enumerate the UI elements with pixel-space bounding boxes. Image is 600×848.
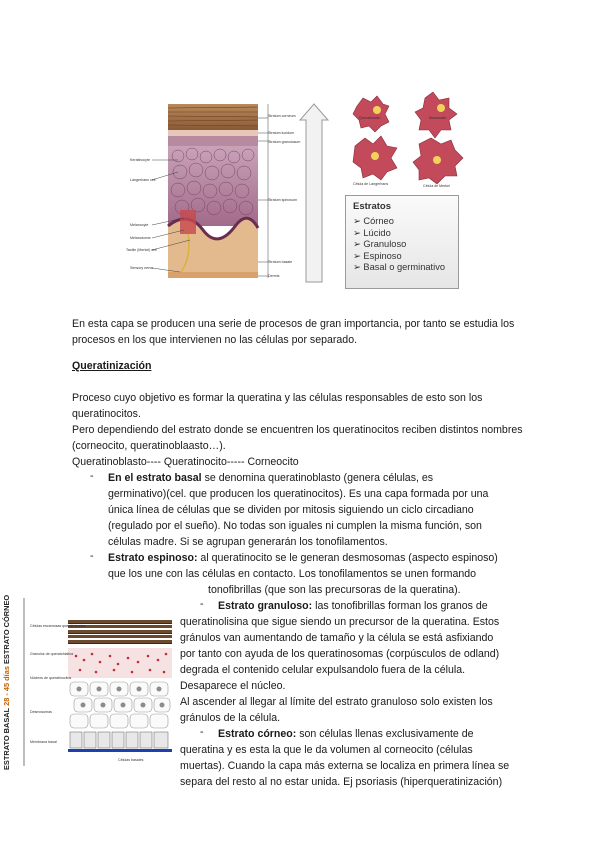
estratos-item: ➢ Espinoso bbox=[353, 250, 402, 261]
basement-membrane bbox=[68, 749, 172, 752]
label-langerhans-cell: Célula de Langerhans bbox=[353, 182, 389, 186]
bullet-dash: - bbox=[200, 726, 204, 738]
estratos-item: ➢ Granuloso bbox=[353, 239, 407, 250]
corneo-line-4: separa del resto al no estar unida. Ej psoriasis (hiperqueratinización) bbox=[180, 776, 503, 788]
estratos-box bbox=[345, 195, 459, 289]
espinoso-text: al queratinocito se le generan desmosomas (aspecto espinoso) bbox=[197, 552, 498, 564]
label-langerhans: Langerhans cell bbox=[130, 178, 156, 182]
label-escamosas: Células escamosas queratinizadas bbox=[30, 624, 86, 628]
side-caption-corneo: ESTRATO CÓRNEO bbox=[2, 594, 11, 664]
label-melanosome: Melanosome bbox=[130, 236, 151, 240]
corneo-line-1 bbox=[218, 726, 474, 742]
corneo-lead: Estrato córneo: bbox=[218, 728, 297, 740]
espinoso-line-2: que los une con las células en contacto. Los tonofilamentos se unen formando bbox=[108, 568, 477, 580]
label-queratohialina: Gránulos de queratohialina bbox=[30, 652, 74, 656]
estratos-item-label: Espinoso bbox=[363, 250, 402, 261]
cell-chain: Queratinoblasto---- Queratinocito----- Corneocito bbox=[72, 456, 299, 468]
granuloso-line-7: Al ascender al llegar al límite del estrato granuloso solo existen los bbox=[180, 696, 493, 708]
basal-line-5: células madre. Si se agrupan generarán los tonofilamentos. bbox=[108, 536, 388, 548]
label-dermis: Dermis bbox=[268, 274, 280, 278]
granuloso-text: las tonofibrillas forman los granos de bbox=[312, 600, 488, 612]
granuloso-line-6: Desaparece el núcleo. bbox=[180, 680, 286, 692]
label-nucleos: Núcleos de queratinocitos bbox=[30, 676, 72, 680]
basal-text: se denomina queratinoblasto (genera células, es bbox=[201, 472, 434, 484]
side-caption bbox=[2, 594, 16, 784]
espinoso-line-1 bbox=[108, 550, 498, 566]
granuloso-line-5: degrada el contenido celular expulsandolo fuera de la célula. bbox=[180, 664, 466, 676]
bullet-dash: - bbox=[90, 470, 94, 482]
label-stratum-spinosum: Stratum spinosum bbox=[268, 198, 297, 202]
label-stratum-basale: Stratum basale bbox=[268, 260, 293, 264]
estratos-item: ➢ Basal o germinativo bbox=[353, 262, 446, 273]
bullet-dash: - bbox=[200, 598, 204, 610]
corneo-line-3: muertas). Cuando la capa más externa se localiza en primera línea se bbox=[180, 760, 510, 772]
paragraph-objective: Proceso cuyo objetivo es formar la queratina y las células responsables de esto son los queratinocitos. bbox=[72, 392, 483, 420]
estratos-item: ➢ Lúcido bbox=[353, 227, 391, 238]
label-stratum-lucidum: Stratum lucidum bbox=[268, 131, 294, 135]
label-merkel-cell: Célula de Merkel bbox=[423, 184, 450, 188]
label-stratum-corneum: Stratum corneum bbox=[268, 114, 296, 118]
skin-layers-illustration bbox=[118, 100, 338, 290]
corneo-text: son células llenas exclusivamente de bbox=[296, 728, 474, 740]
estratos-item-label: Lúcido bbox=[363, 227, 391, 238]
basal-line-2: germinativo)(cel. que producen los queratinocitos). Es una capa formada por una bbox=[108, 488, 489, 500]
basal-lead: En el estrato basal bbox=[108, 472, 202, 484]
side-caption-days: 28 - 45 días bbox=[2, 666, 11, 706]
basal-line-4: (regulado por el sueño). No todas son iguales ni cumplen la misma función, son bbox=[108, 520, 482, 532]
label-melanocyte: Melanocyte bbox=[130, 223, 149, 227]
estratos-item-label: Granuloso bbox=[363, 239, 407, 250]
label-sensory-nerve: Sensory nerve bbox=[130, 266, 154, 270]
label-stratum-granulosum: Stratum granulosum bbox=[268, 140, 301, 144]
label-celulas-basales: Células basales bbox=[118, 758, 144, 762]
corneo-line-2: queratina y es esta la que le da volumen al corneocito (células bbox=[180, 744, 473, 756]
paragraph-names: Pero dependiendo del estrato donde se encuentren los queratinocitos reciben distintos nombres (corneocito, queratinoblaasto…). bbox=[72, 424, 523, 452]
label-merkel: Tactile (Merkel) cell bbox=[126, 248, 157, 252]
section-title: Queratinización bbox=[72, 360, 152, 372]
estratos-item-label: Basal o germinativo bbox=[363, 262, 446, 273]
granuloso-line-3: gránulos van aumentando de tamaño y la célula se está asfixiando bbox=[180, 632, 494, 644]
estratos-item: ➢ Córneo bbox=[353, 216, 394, 226]
bullet-dash: - bbox=[90, 550, 94, 562]
side-caption-basal: ESTRATO BASAL bbox=[2, 707, 11, 770]
label-queratinocito: Queratinocito bbox=[359, 116, 381, 120]
estratos-item-label: Córneo bbox=[363, 216, 394, 226]
basal-line-1 bbox=[108, 470, 433, 486]
label-desmosomas: Desmosomas bbox=[30, 710, 52, 714]
intro-paragraph: En esta capa se producen una serie de procesos de gran importancia, por tanto se estudia los procesos en los que intervienen no las células por separado. bbox=[72, 318, 515, 346]
granuloso-lead: Estrato granuloso: bbox=[218, 600, 313, 612]
espinoso-lead: Estrato espinoso: bbox=[108, 552, 198, 564]
cell-types-illustration bbox=[345, 78, 470, 190]
basal-line-3: única línea de células que se dividen por mitosis siguiendo un ciclo circadiano bbox=[108, 504, 474, 516]
label-melanocito: Melanocito bbox=[429, 116, 447, 120]
espinoso-line-3: tonofibrillas (que son las precursoras de la queratina). bbox=[208, 584, 461, 596]
label-membrana-basal: Membrana basal bbox=[30, 740, 57, 744]
label-keratinocyte: Keratinocyte bbox=[130, 158, 150, 162]
estratos-title: Estratos bbox=[353, 201, 392, 212]
epidermis-layers-figure bbox=[20, 598, 176, 768]
granuloso-line-1 bbox=[218, 598, 488, 614]
granuloso-line-4: por tanto con ayuda de los queratinosomas (corpúsculos de odland) bbox=[180, 648, 500, 660]
skin-layers-figure bbox=[118, 100, 338, 290]
granuloso-line-2: queratinolisina que sigue siendo un precursor de la queratina. Estos bbox=[180, 616, 500, 628]
granuloso-line-8: gránulos de la célula. bbox=[180, 712, 281, 724]
cell-types-figure bbox=[345, 78, 470, 190]
